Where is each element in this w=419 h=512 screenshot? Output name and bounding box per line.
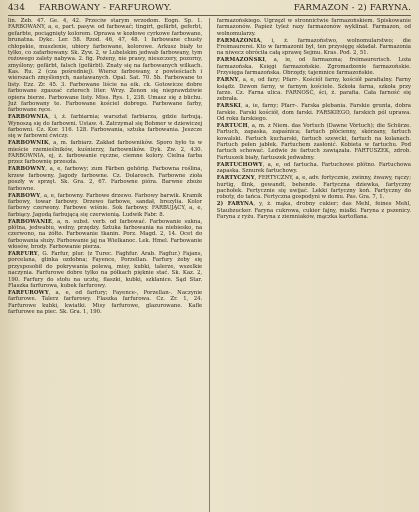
dictionary-entry: FARSKI, a, ie, farny; Pfarr-. Farska plebania. Farskie grunta, dobra farskie. Farski kościół, dom farski. FARSKIEGO, farskich pól uprawa. Od roku farskiego.: [216, 103, 411, 122]
entry-text: FERTYCZNY, a, e, adv. fortycznie, zwinny, żwawy, rączy; hurtig, flink, gewandt, behende. Fartyczna dziewka, fartyczny pachołek. Fertycznie się uwijać. Lekki fartyczny koń. Fartyczny do roboty, do tańca. Fertyczna gospodyni w domu. Pas. Gra. 7, 1.: [216, 175, 411, 201]
entry-text: a, ie, od farmazona; freimaurerisch. Loża farmazońska. Księgi farmazońskie. Zgromadzenie farmazońskie. Przysięga farmazońska. Obrzędy, tajemnice farmazońskie.: [216, 57, 411, 77]
entry-headword: FARTYCZNY: [216, 175, 255, 182]
dictionary-entry: FARTUCH, a, m. z Niem. das Vortuch (Dawne Vörtuch); die Schürze. Fartuch, zapaska, zapaśnica; fartuch płócienny, skórzany, fartuch kowalski. Fartuch kucharski, fartuch szewcki, fartuch na kolanach. Fartuch pełen jabłek. Fartuchem zasłonić. Kobieta w fartuchu. Pod fartuch schować. Ledwie że fartuch zawiązała. FARTUSZEK, zdrob. Fartuszek biały, fartuszek jedwabny.: [216, 122, 411, 161]
entry-text: a, e, farbowy; zum Färben gehörig. Farbowna roślina, krzew farbowny. Jagody farbowne. Cz. Dolarosch. Farbowne zioła poszły w sprzęt. Sk. Gra. 2, 67. Farbowne pióra. Barwne zboże farbowne.: [8, 166, 203, 192]
entry-text: a, e, od fartucha. Fartuchowe płótno. Fartuchowa zapaska. Sznurek fartuchowy.: [216, 161, 411, 175]
entry-text: a, e, farbowny. Farbowe drzewo. Farbowy barwik. Kramik farbowy, towar farbowy. Drzewo farbowe, sandał, brezylia. Kolor farbowy czerwony. Farbowe wiśnie. Sok farbowy. FARBUJĄCY, a, e, farbiący. Jagodą farbującą się czerwienią. Ludwik Fabr. 8.: [8, 192, 203, 218]
entry-headword: FARMAZOŃSKI: [216, 57, 266, 64]
entry-text: a, n. subst. verb. od farbować. Farbowanie sukna, płótna, jedwabiu, wełny, przędzy. Sztuka farbowania na niebiesko, na czerwono, na żółto. Farbowanie tkanin. Porz. Magd. 2, 14. Ocet do farbowania służy. Farbowanie jaj na Wielkanoc. Lek. Hmel. Farbowanie włosów, brody. Farbowanie pierza.: [8, 218, 203, 251]
dictionary-entry: FARBOWANIE, a, n. subst. verb. od farbować. Farbowanie sukna, płótna, jedwabiu, wełny, przędzy. Sztuka farbowania na niebiesko, na czerwono, na żółto. Farbowanie tkanin. Porz. Magd. 2, 14. Ocet do farbowania służy. Farbowanie jaj na Wielkanoc. Lek. Hmel. Farbowanie włosów, brody. Farbowanie pierza.: [8, 218, 203, 251]
entry-headword: FARMAZONIA: [216, 37, 261, 44]
entry-text: a, e, od farfury; Fayence-, Porzellan-. Naczynie farfurowe. Talerz farfurowy. Flaszka farfurowa. Cz. Zr. 1, 24. Farfurowe kubki, kwiatki. Misy farfurowe, glazurowane. Kafle farfurowe na piec. Sk. Gra. 1, 190.: [8, 289, 203, 316]
dictionary-entry: [8, 18, 202, 114]
dictionary-entry: FARBOWNIA, i, ż. farbiarnia; warsztat farbiarza, gdzie farbują. Wynoszą się do farbowni. Ustaw. 4. Zatrzymał się Bohmer w dziewiczej farbowni. Cz. Kor. 116. 128. Farbowania, sztuka farbowania. Jeszcze się w farbowni ćwiczy.: [8, 114, 203, 140]
entry-headword: FARBOWY: [8, 192, 41, 199]
entry-headword: FARNY: [216, 77, 239, 84]
entry-text: G. Farfur, plur. (z Turec. Faghfur. Arab. Fagfur.) Fajans, porcelana, glinka ozdobna; Fayence, Porzellan. Farfury żeby się przysposobił do pokrywania polewą, misy, kubki, talerze, wszelkie naczynia. Farfurowe dobre tylko na półkach pięknie stać. Sk. Kaz. 2, 190. Farfury do stołu na ucztę, flaszki, kubki, szklanice. Sąd Star. Flaszka farfurowa, kubek farfurowy.: [8, 251, 203, 289]
dictionary-entry: FARBOWNIK, a, m. farbiarz. Zakład farbowników. Sporo było tu w mieście rzemieślników, kuśnierzy, farbowników. Dyk. Zw. 2, 430. FARBOWNIA, ej, ż. farbowanie ręczne, ciemne kolory. Cielna farba przez farbownię przeszła.: [8, 140, 203, 166]
dictionary-entry: FARBOWY, a, e, farbowny. Farbowe drzewo. Farbowy barwik. Kramik farbowy, towar farbowy. Drzewo farbowe, sandał, brezylia. Kolor farbowy czerwony. Farbowe wiśnie. Sok farbowy. FARBUJĄCY, a, e, farbiący. Jagodą farbującą się czerwienią. Ludwik Fabr. 8.: [8, 192, 203, 218]
entry-headword: FARFUROWY: [8, 289, 49, 296]
entry-text: a, e, od fary; Pfarr-. Kościół farny, kościół parafialny. Farny ksiądz. Dzwon farny, w farnym kościele. Szkoła farna, szkoła przy farze. Cz. Farna ulica. FARNOŚĆ, ści, ż. parafia. Cała farność się zebrała.: [216, 77, 411, 103]
dictionary-entry: FARTYCZNY, FERTYCZNY, a, e, adv. fortycznie, zwinny, żwawy, rączy; hurtig, flink, gewandt, behende. Fartyczna dziewka, fartyczny pachołek. Fertycznie się uwijać. Lekki fartyczny koń. Fartyczny do roboty, do tańca. Fertyczna gospodyni w domu. Pas. Gra. 7, 1.: [216, 175, 411, 201]
entry-headword: FARBOWANIE: [8, 218, 53, 225]
column-divider: [209, 18, 210, 512]
entry-headword: FARTUCHOWY: [216, 161, 263, 168]
entry-text: a, m. farbiarz. Zakład farbowników. Sporo było tu w mieście rzemieślników, kuśnierzy, farbowników. Dyk. Zw. 2, 430. FARBOWNIA, ej, ż. farbowanie ręczne, ciemne kolory. Cielna farba przez farbownię przeszła.: [8, 140, 203, 166]
entry-headword: FARFURY: [8, 251, 38, 258]
left-column: [8, 18, 202, 512]
dictionary-entry: FARFURY, G. Farfur, plur. (z Turec. Faghfur. Arab. Fagfur.) Fajans, porcelana, glinka ozdobna; Fayence, Porzellan. Farfury żeby się przysposobił do pokrywania polewą, misy, kubki, talerze, wszelkie naczynia. Farfurowe dobre tylko na półkach pięknie stać. Sk. Kaz. 2, 190. Farfury do stołu na ucztę, flaszki, kubki, szklanice. Sąd Star. Flaszka farfurowa, kubek farfurowy.: [8, 251, 203, 289]
dictionary-entry: FARFUROWY, a, e, od farfury; Fayence-, Porzellan-. Naczynie farfurowe. Talerz farfurowy. Flaszka farfurowa. Cz. Zr. 1, 24. Farfurowe kubki, kwiatki. Misy farfurowe, glazurowane. Kafle farfurowe na piec. Sk. Gra. 1, 190.: [8, 289, 203, 316]
dictionary-entry: FARNY, a, e, od fary; Pfarr-. Kościół farny, kościół parafialny. Farny ksiądz. Dzwon farny, w farnym kościele. Szkoła farna, szkoła przy farze. Cz. Farna ulica. FARNOŚĆ, ści, ż. parafia. Cała farność się zebrała.: [216, 77, 411, 103]
right-column: [217, 18, 411, 512]
entry-text: a, ie, farny; Pfarr-. Farska plebania. Farskie grunta, dobra farskie. Farski kościół, dom farski. FARSKIEGO, farskich pól uprawa. Od roku farskiego.: [216, 103, 411, 122]
entry-text: y, ż. mąka, drobny cukier; das Mehl, feines Mehl, Staubzucker. Faryna cukrowa, cukier fajny, miałki. Faryna z pszenicy. Faryna z ryżu. Faryna z ziemniaków, mączka kartoflana.: [216, 201, 411, 220]
text-columns: [8, 18, 411, 512]
dictionary-entry: FARMAZOŃSKI, a, ie, od farmazona; freimaurerisch. Loża farmazońska. Księgi farmazońskie. Zgromadzenie farmazońskie. Przysięga farmazońska. Obrzędy, tajemnice farmazońskie.: [216, 57, 411, 77]
entry-headword: 2) FARYNA: [216, 201, 254, 208]
entry-text: i, ż. farbiarnia; warsztat farbiarza, gdzie farbują. Wynoszą się do farbowni. Ustaw. 4. Zatrzymał się Bohmer w dziewiczej farbowni. Cz. Kor. 116. 128. Farbowania, sztuka farbowania. Jeszcze się w farbowni ćwiczy.: [8, 114, 203, 140]
right-running-title: FARMAZON - 2) FARYNA.: [293, 3, 411, 13]
dictionary-entry: [217, 18, 411, 37]
entry-text: a, m. z Niem. das Vortuch (Dawne Vörtuch); die Schürze. Fartuch, zapaska, zapaśnica; fartuch płócienny, skórzany, fartuch kowalski. Fartuch kucharski, fartuch szewcki, fartuch na kolanach. Fartuch pełen jabłek. Fartuchem zasłonić. Kobieta w fartuchu. Pod fartuch schować. Ledwie że fartuch zawiązała. FARTUSZEK, zdrob. Fartuszek biały, fartuszek jedwabny.: [216, 122, 411, 161]
entry-headword: FARSKI: [216, 103, 241, 110]
dictionary-entry: 2) FARYNA, y, ż. mąka, drobny cukier; das Mehl, feines Mehl, Staubzucker. Faryna cukrowa, cukier fajny, miałki. Faryna z pszenicy. Faryna z ryżu. Faryna z ziemniaków, mączka kartoflana.: [216, 201, 411, 220]
entry-headword: FARBOWNY: [8, 166, 46, 173]
left-running-title: FARBOWANY - FARFUROWY.: [39, 3, 172, 13]
dictionary-entry: FARMAZONIA, i, ż. farmazoństwo, wolnomularstwo; die Freimaurerei. Kto w farmazonii był, ten przysięgę składał. Farmazonia na niwecz obróciła całą sprawę Sejmu. Kras. Pod. 2, 51.: [216, 37, 411, 57]
entry-text: farmazońskiego. Ugrzęzł w stronnictwie farmazońskiem. Spiskowanie farmazonów. Papież tyleż razy farmazonów wyklinał. Farmazon, od wolnomularzy.: [216, 18, 411, 37]
dictionary-entry: FARTUCHOWY, a, e, od fartucha. Fartuchowe płótno. Fartuchowa zapaska. Sznurek fartuchowy.: [216, 161, 411, 175]
entry-text: i, ż. farmazoństwo, wolnomularstwo; die Freimaurerei. Kto w farmazonii był, ten przysięgę składał. Farmazonia na niwecz obróciła całą sprawę Sejmu. Kras. Pod. 2, 51.: [216, 37, 411, 57]
entry-headword: FARTUCH: [216, 122, 248, 129]
entry-headword: FARBOWNIK: [8, 140, 49, 147]
page-number: 434: [8, 3, 26, 13]
running-head: [8, 3, 411, 16]
entry-text: lin. Zeb. 47. Ge. 4, 42. Przeciw starym wrzodom. Eogn. Sp. 1. FARBOWANY, a, e, part. pasyw. od farbować; tingirt, gefärbt, geferbt, gefarbte, pociągnięty kolorem. Oprawa w kozłowe cyrkowe farbowane, brunatna. Dykc. Ler. 58. Rzod. 46, 47, 48. 1 farbowane chusty chłopskie, muszlenie, ubiory farbowane, kolorowe. Arkusz biały to tylko, co zafarbowany. Sk. Zyw. 2, w Lubelskim jedwab farbowany, tym rożowego zalety nabywa. 2. fig. Pożeny, nie prawy, nieszczery, pozorny, zmyślony; gefärbt, falsch (gefärbt). Znaty się na farbowanych wilkach. Kas. Ru. 2 (cza pośredniej). Wiersz farbowany, z powieściach i wierszach zmyślonych, nastawanych. Opal. Sat. 70. 5b. Farbowane to listy. Ezz. Zr. 45. 3. Farbowane liście na eik. ck. Gotowicze dobre farbowane zgaszać czterech liter. Wrzy. Zenon się nieprawdziwie opiera bierze. Farbowane listy. Miss. Rys. 1, 238. Umasz się z blichu. Już farbowany te. Farbowane kościel dobrego. Farbowane farby, farbowane ręce.: [8, 18, 203, 114]
dictionary-entry: FARBOWNY, a, e, farbowy; zum Färben gehörig. Farbowna roślina, krzew farbowny. Jagody farbowne. Cz. Dolarosch. Farbowne zioła poszły w sprzęt. Sk. Gra. 2, 67. Farbowne pióra. Barwne zboże farbowne.: [8, 166, 203, 192]
entry-headword: FARBOWNIA: [8, 114, 49, 121]
